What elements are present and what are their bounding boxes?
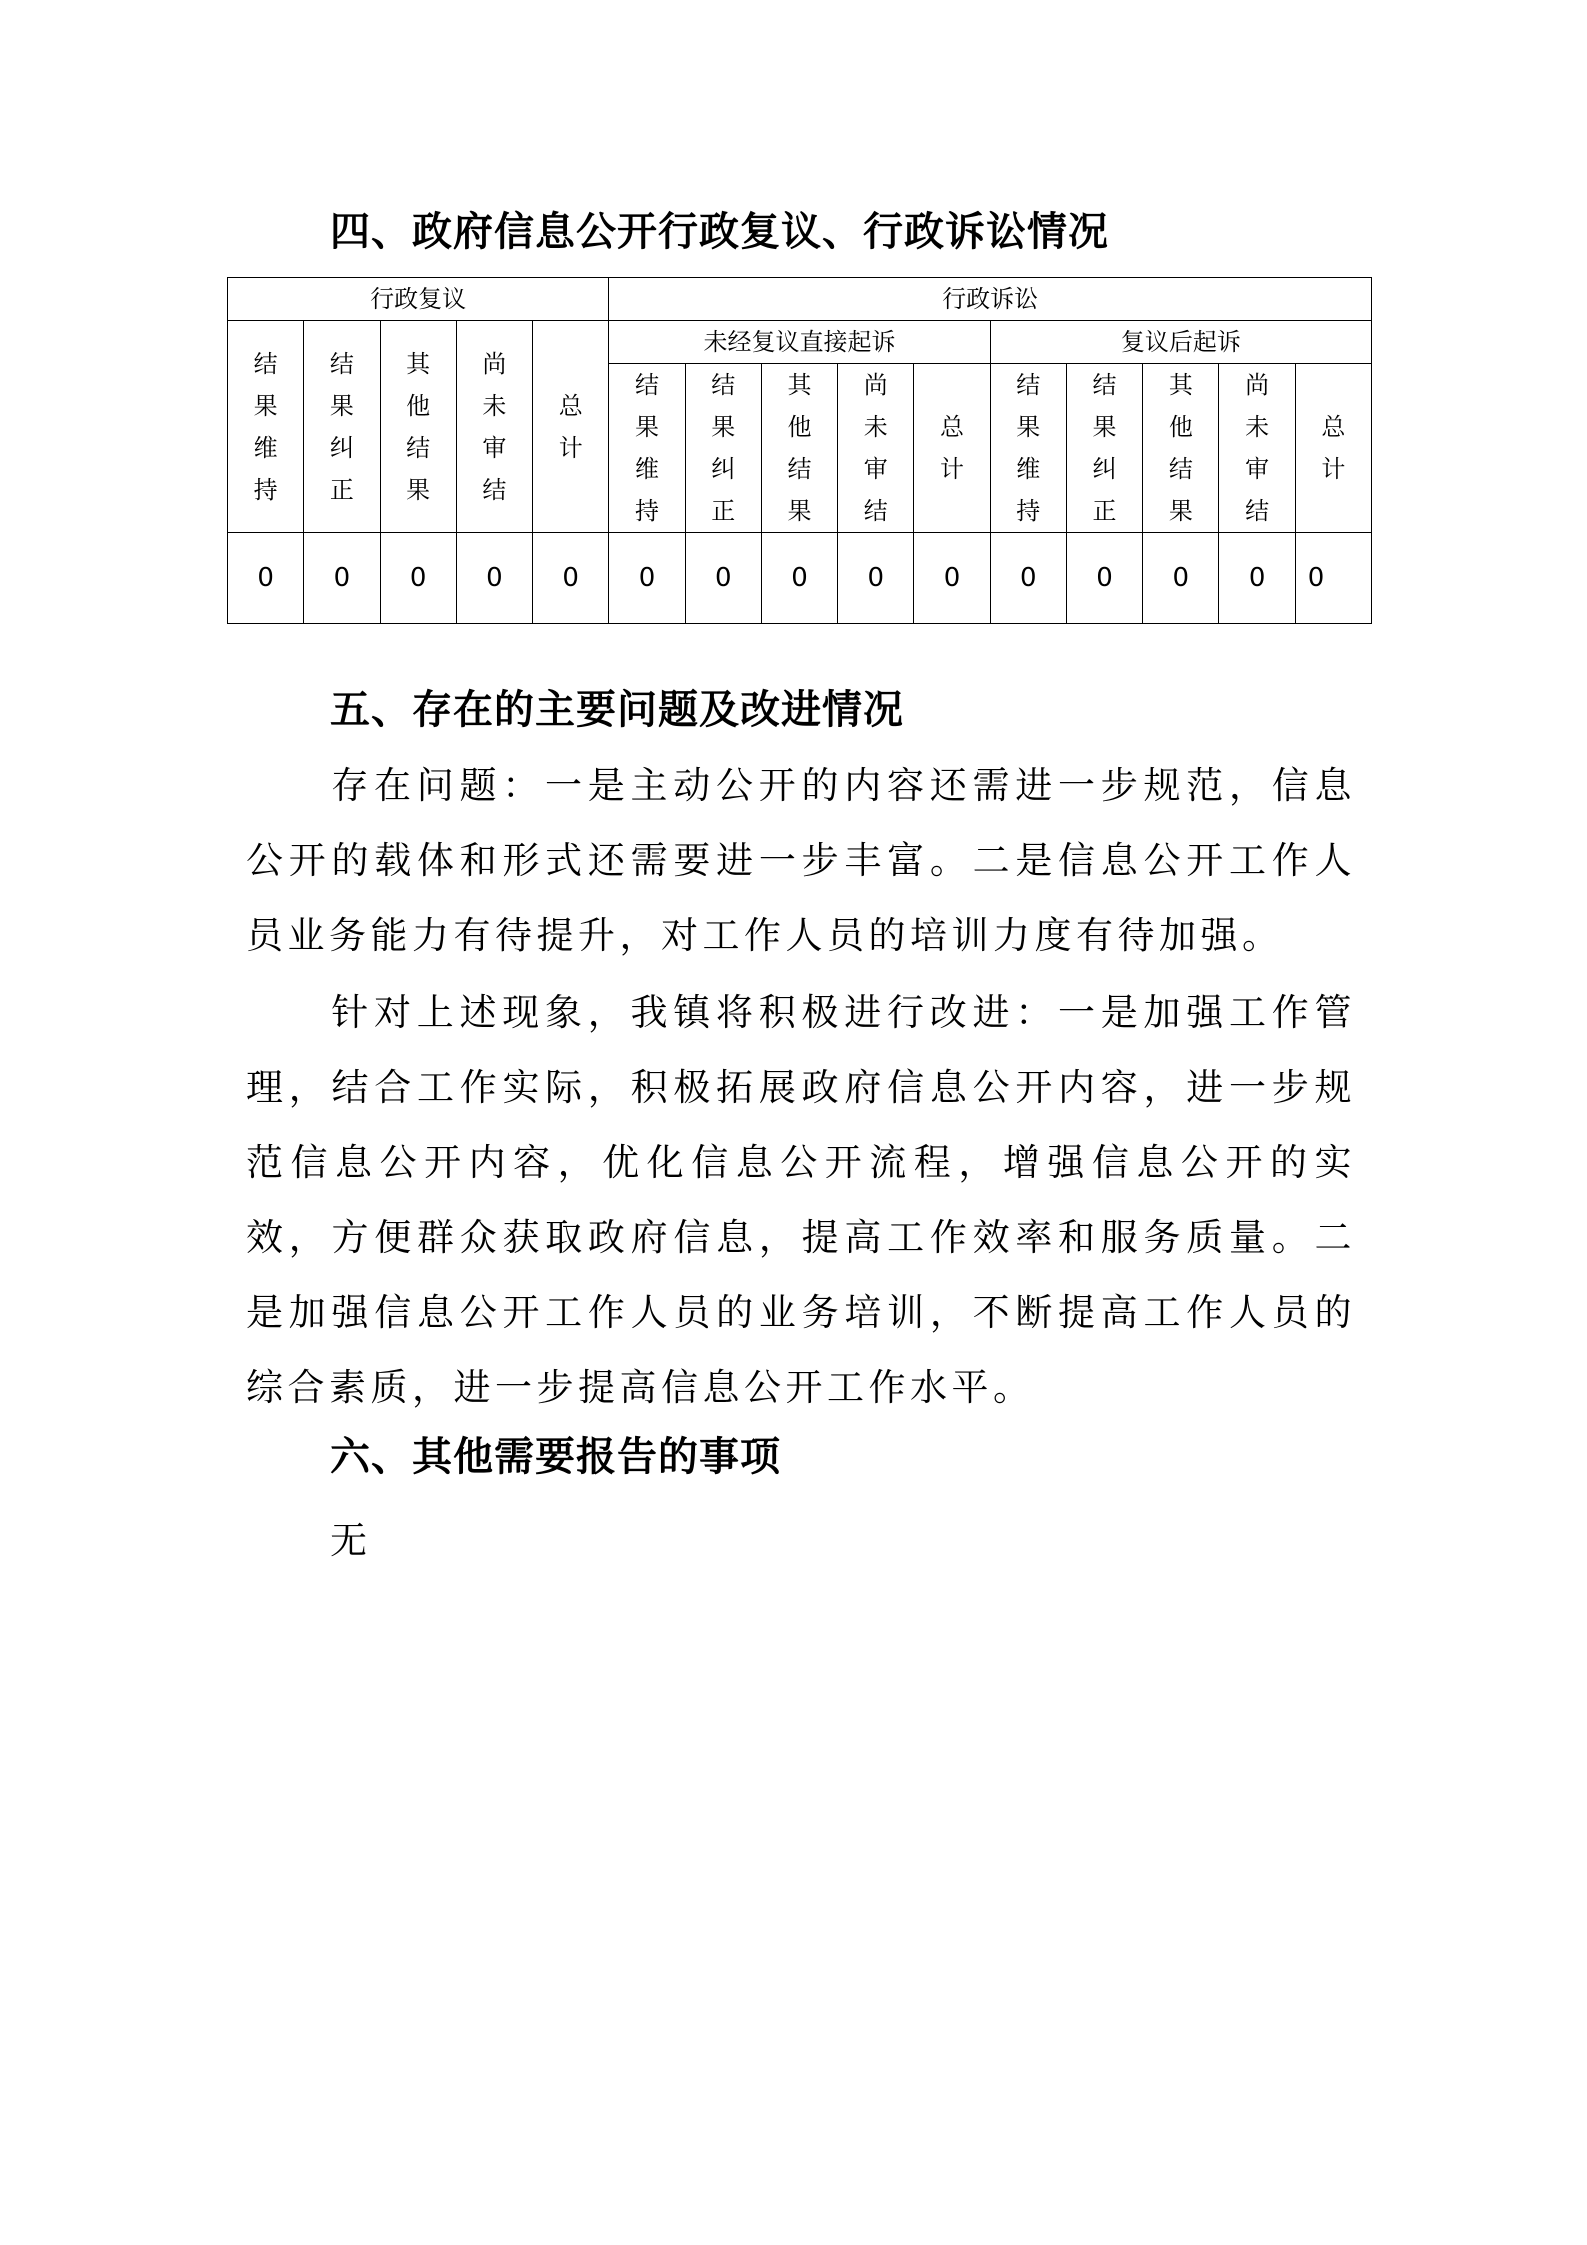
- review-litigation-table: [227, 277, 1372, 624]
- review-col-header: 尚未审结: [456, 321, 532, 533]
- after-review-col-header: 其他结果: [1143, 364, 1219, 533]
- table-cell: 0: [685, 533, 761, 624]
- section-6-heading: 六、其他需要报告的事项: [330, 1434, 781, 1480]
- admin-litigation-header: 行政诉讼: [609, 278, 1372, 321]
- after-review-col-header: 尚未审结: [1219, 364, 1295, 533]
- after-review-suit-header: 复议后起诉: [990, 321, 1371, 364]
- problems-paragraph: 存在问题：一是主动公开的内容还需进一步规范，信息公开的载体和形式还需要进一步丰富。二是信息公开工作人员业务能力有待提升，对工作人员的培训力度有待加强。: [246, 764, 1356, 957]
- other-matters-content: 无: [330, 1519, 372, 1562]
- table-cell: 0: [609, 533, 685, 624]
- after-review-col-header: 结果纠正: [1066, 364, 1142, 533]
- review-col-header: 结果维持: [228, 321, 304, 533]
- table-cell: 0: [456, 533, 532, 624]
- table-cell: 0: [761, 533, 837, 624]
- table-cell: 0: [228, 533, 304, 624]
- review-col-header: 其他结果: [380, 321, 456, 533]
- table-cell: 0: [914, 533, 990, 624]
- direct-suit-header: 未经复议直接起诉: [609, 321, 990, 364]
- improvements-paragraph: 针对上述现象，我镇将积极进行改进：一是加强工作管理，结合工作实际，积极拓展政府信息公开内容，进一步规范信息公开内容，优化信息公开流程，增强信息公开的实效，方便群众获取政府信息，提高工作效率和服务质量。二是加强信息公开工作人员的业务培训，不断提高工作人员的综合素质，进一步提高信息公开工作水平。: [246, 991, 1356, 1409]
- section-4-heading: 四、政府信息公开行政复议、行政诉讼情况: [330, 209, 1109, 255]
- direct-col-header: 尚未审结: [838, 364, 914, 533]
- table-cell: 0: [1295, 533, 1371, 624]
- table-cell: 0: [1143, 533, 1219, 624]
- table-cell: 0: [1066, 533, 1142, 624]
- admin-review-header: 行政复议: [228, 278, 609, 321]
- direct-col-header: 其他结果: [761, 364, 837, 533]
- direct-col-header: 总计: [914, 364, 990, 533]
- table-cell: 0: [304, 533, 380, 624]
- after-review-col-header: 结果维持: [990, 364, 1066, 533]
- table-cell: 0: [533, 533, 609, 624]
- table-row: [228, 533, 1372, 624]
- direct-col-header: 结果纠正: [685, 364, 761, 533]
- table-cell: 0: [1219, 533, 1295, 624]
- review-col-header: 总计: [533, 321, 609, 533]
- review-col-header: 结果纠正: [304, 321, 380, 533]
- section-5-heading: 五、存在的主要问题及改进情况: [330, 687, 904, 733]
- direct-col-header: 结果维持: [609, 364, 685, 533]
- table-cell: 0: [838, 533, 914, 624]
- table-cell: 0: [990, 533, 1066, 624]
- after-review-col-header: 总计: [1295, 364, 1371, 533]
- table-cell: 0: [380, 533, 456, 624]
